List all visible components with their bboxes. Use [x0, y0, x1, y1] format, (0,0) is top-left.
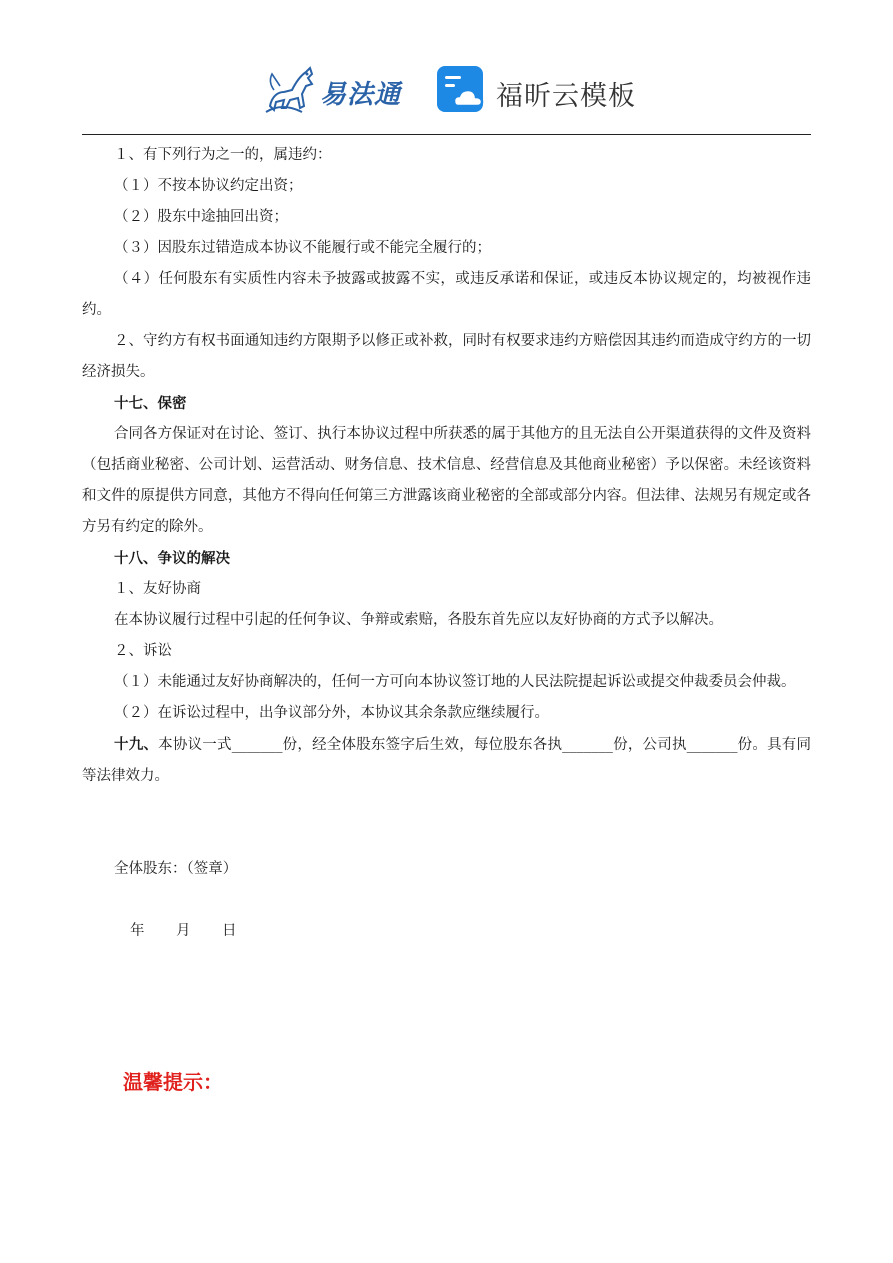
warm-tip-heading: 温馨提示：	[123, 1070, 223, 1094]
section-heading-confidentiality: 十七、保密	[114, 395, 187, 412]
cloud-document-icon	[436, 64, 488, 116]
qilin-horse-icon	[262, 62, 322, 118]
header-divider	[82, 134, 811, 135]
document-body	[82, 140, 811, 947]
fuxin-logo-text: 福昕云模板	[496, 81, 636, 112]
clause-breach-intro: １、有下列行为之一的，属违约：	[114, 147, 332, 163]
section-heading-copies: 十九、	[114, 736, 159, 753]
clause-copies	[82, 729, 811, 792]
page-header	[0, 56, 893, 122]
clause-breach-item-1: （１）不按本协议约定出资；	[114, 178, 303, 194]
clause-litigation-item-1: （１）未能通过友好协商解决的，任何一方可向本协议签订地的人民法院提起诉讼或提交仲裁委员会仲裁。	[114, 674, 796, 690]
clause-remedy: ２、守约方有权书面通知违约方限期予以修正或补救，同时有权要求违约方赔偿因其违约而造成守约方的一切经济损失。	[82, 333, 811, 380]
date-day: 日	[222, 923, 237, 939]
spacer	[82, 885, 811, 916]
clause-breach-item-2: （２）股东中途抽回出资；	[114, 209, 288, 225]
clause-litigation-item-2: （２）在诉讼过程中，出争议部分外，本协议其余条款应继续履行。	[114, 705, 549, 721]
clause-litigation-title: ２、诉讼	[114, 643, 172, 659]
spacer	[82, 792, 811, 854]
clause-copies-text: 本协议一式_______份，经全体股东签字后生效，每位股东各执_______份，公司执_______份。具有同等法律效力。	[82, 737, 812, 784]
clause-confidentiality: 合同各方保证对在讨论、签订、执行本协议过程中所获悉的属于其他方的且无法自公开渠道获得的文件及资料（包括商业秘密、公司计划、运营活动、财务信息、技术信息、经营信息及其他商业秘密）予以保密。未经该资料和文件的原提供方同意，其他方不得向任何第三方泄露该商业秘密的全部或部分内容。但法律、法规另有规定或各方另有约定的除外。	[82, 426, 811, 535]
signature-date	[82, 916, 811, 947]
section-heading-dispute: 十八、争议的解决	[114, 550, 230, 567]
clause-breach-item-4: （４）任何股东有实质性内容未予披露或披露不实，或违反承诺和保证，或违反本协议规定的，均被视作违约。	[82, 271, 811, 318]
fuxin-template-logo	[436, 64, 646, 116]
clause-negotiation: 在本协议履行过程中引起的任何争议、争辩或索赔，各股东首先应以友好协商的方式予以解决。	[114, 612, 723, 628]
yifatong-logo-text: 易法通	[320, 80, 402, 110]
signature-label: 全体股东：（签章）	[114, 861, 238, 877]
clause-negotiation-title: １、友好协商	[114, 581, 201, 597]
date-year: 年	[130, 923, 145, 939]
yifatong-logo	[262, 62, 412, 118]
date-month: 月	[176, 923, 191, 939]
clause-breach-item-3: （３）因股东过错造成本协议不能履行或不能完全履行的；	[114, 240, 491, 256]
